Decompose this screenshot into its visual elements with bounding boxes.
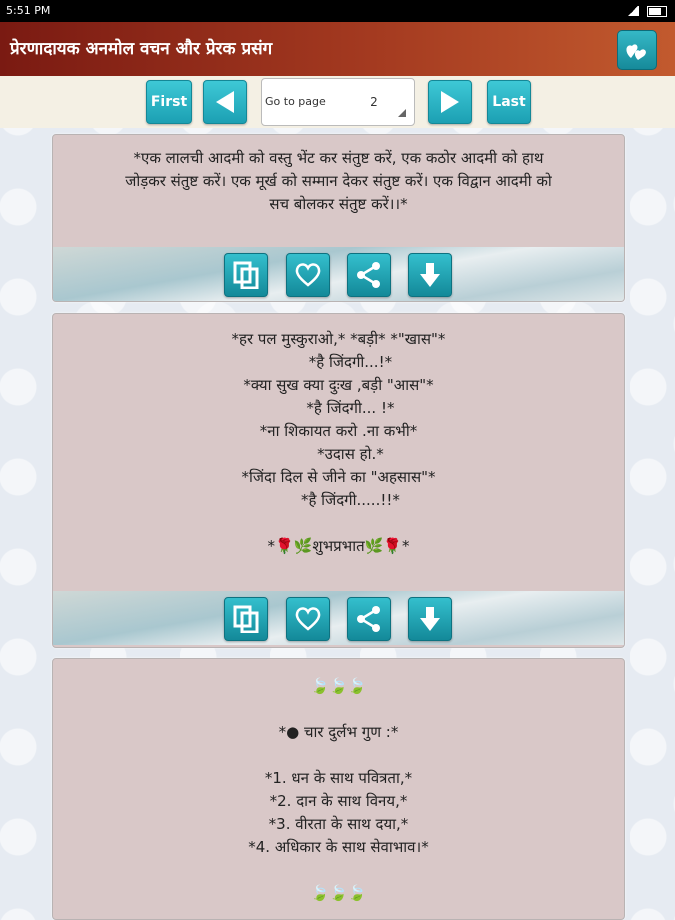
hearts-icon (625, 38, 649, 62)
copy-button[interactable] (224, 253, 268, 297)
dropdown-corner-icon (398, 109, 406, 117)
status-time: 5:51 PM (6, 4, 51, 17)
quote-line: *2. दान के साथ विनय,* (269, 792, 408, 810)
action-bar (53, 591, 624, 645)
quote-line (53, 744, 624, 767)
status-bar (0, 0, 675, 22)
quote-line: 🍃🍃🍃 (310, 677, 367, 695)
share-icon (355, 605, 383, 633)
quote-line (53, 698, 624, 721)
quote-line: *क्या सुख क्या दुःख ,बड़ी "आस"* (243, 376, 434, 394)
heart-icon (294, 262, 322, 288)
copy-icon (233, 261, 259, 289)
share-button[interactable] (347, 253, 391, 297)
quote-line: *4. अधिकार के साथ सेवाभाव।* (248, 838, 429, 856)
quote-text[interactable] (53, 328, 624, 558)
app-logo-button[interactable] (617, 30, 657, 70)
quote-line: *3. वीरता के साथ दया,* (268, 815, 409, 833)
quote-line: *● चार दुर्लभ गुण :* (278, 723, 399, 741)
next-page-button[interactable] (428, 80, 472, 124)
pager-bar (0, 76, 675, 128)
action-bar (53, 247, 624, 301)
quote-line: जोड़कर संतुष्ट करें। एक मूर्ख को सम्मान देकर संतुष्ट करें। एक विद्वान आदमी को (125, 172, 552, 190)
download-button[interactable] (408, 597, 452, 641)
quote-card (52, 313, 625, 648)
share-icon (355, 261, 383, 289)
quote-text[interactable] (53, 147, 624, 216)
share-button[interactable] (347, 597, 391, 641)
goto-page-select[interactable] (261, 78, 415, 126)
quote-line: *🌹🌿शुभप्रभात🌿🌹* (267, 537, 410, 555)
quote-line: *हर पल मुस्कुराओ,* *बड़ी* *"खास"* (231, 330, 446, 348)
arrow-left-icon (214, 89, 236, 115)
quote-line: *ना शिकायत करो .ना कभी* (259, 422, 418, 440)
quote-card (52, 658, 625, 920)
download-button[interactable] (408, 253, 452, 297)
goto-page-value: 2 (370, 95, 378, 109)
quote-line: *एक लालची आदमी को वस्तु भेंट कर संतुष्ट करें, एक कठोर आदमी को हाथ (133, 149, 544, 167)
app-bar (0, 22, 675, 76)
first-page-button[interactable]: First (146, 80, 192, 124)
quote-line: सच बोलकर संतुष्ट करें।।* (269, 195, 408, 213)
download-icon (418, 605, 442, 633)
quote-card (52, 134, 625, 302)
favorite-button[interactable] (286, 253, 330, 297)
quote-line: 🍃🍃🍃 (310, 884, 367, 902)
copy-icon (233, 605, 259, 633)
quote-line: *जिंदा दिल से जीने का "अहसास"* (241, 468, 436, 486)
battery-icon (647, 6, 667, 17)
heart-icon (294, 606, 322, 632)
arrow-right-icon (439, 89, 461, 115)
quote-line: *उदास हो.* (293, 445, 384, 463)
quote-line (53, 512, 624, 535)
quote-line (53, 859, 624, 882)
status-icons (627, 0, 667, 22)
download-icon (418, 261, 442, 289)
goto-page-label: Go to page (265, 95, 326, 108)
app-title: प्रेरणादायक अनमोल वचन और प्रेरक प्रसंग (10, 39, 273, 59)
prev-page-button[interactable] (203, 80, 247, 124)
quote-line: *1. धन के साथ पवित्रता,* (264, 769, 413, 787)
quote-line: *है जिंदगी... !* (282, 399, 395, 417)
quote-line: *है जिंदगी.....!!* (277, 491, 400, 509)
quote-line: *है जिंदगी...!* (284, 353, 393, 371)
last-page-button[interactable]: Last (487, 80, 531, 124)
quote-text[interactable] (53, 675, 624, 905)
wifi-icon (627, 6, 639, 16)
copy-button[interactable] (224, 597, 268, 641)
favorite-button[interactable] (286, 597, 330, 641)
